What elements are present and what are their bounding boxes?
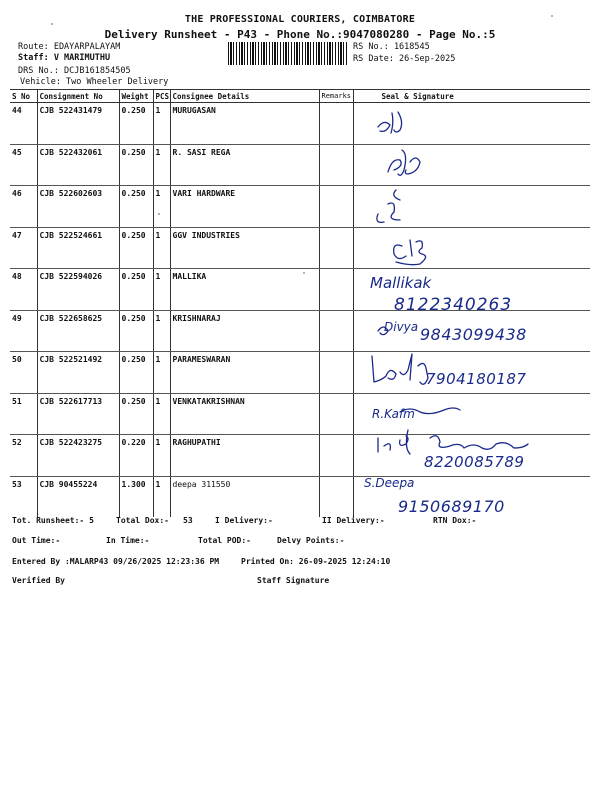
cell-pcs: 1 bbox=[153, 393, 170, 435]
cell-signature bbox=[353, 227, 590, 269]
cell-remarks bbox=[319, 435, 353, 477]
cell-consignment: CJB 90455224 bbox=[37, 476, 119, 517]
cell-consignment: CJB 522524661 bbox=[37, 227, 119, 269]
total-pod: Total POD:- bbox=[198, 536, 251, 545]
handwritten-name: Divya bbox=[384, 320, 419, 334]
cell-sno: 50 bbox=[10, 352, 37, 394]
cell-sno: 46 bbox=[10, 186, 37, 228]
cell-consignee: PARAMESWARAN bbox=[170, 352, 319, 394]
cell-remarks bbox=[319, 144, 353, 186]
speck bbox=[551, 15, 553, 17]
cell-pcs: 1 bbox=[153, 186, 170, 228]
table-row bbox=[10, 435, 590, 477]
cell-remarks bbox=[319, 393, 353, 435]
ii-delivery: II Delivery:- bbox=[322, 516, 385, 525]
table-row bbox=[10, 310, 590, 352]
col-weight: Weight bbox=[119, 90, 153, 103]
cell-consignee: MALLIKA bbox=[170, 269, 319, 311]
cell-consignee: VARI HARDWARE bbox=[170, 186, 319, 228]
printed-on: Printed On: 26-09-2025 12:24:10 bbox=[241, 557, 391, 566]
cell-consignment: CJB 522521492 bbox=[37, 352, 119, 394]
col-sno: S No bbox=[10, 90, 37, 103]
vehicle-label: Vehicle: Two Wheeler Delivery bbox=[20, 77, 169, 87]
cell-remarks bbox=[319, 352, 353, 394]
col-remarks: Remarks bbox=[319, 90, 353, 103]
cell-sno: 53 bbox=[10, 476, 37, 517]
table-header-row bbox=[10, 90, 590, 103]
cell-weight: 0.250 bbox=[119, 269, 153, 311]
route-label: Route: EDAYARPALAYAM bbox=[18, 42, 121, 52]
cell-signature bbox=[353, 269, 590, 311]
speck bbox=[51, 23, 53, 25]
cell-signature bbox=[353, 103, 590, 145]
handwritten-phone: 9843099438 bbox=[420, 325, 527, 344]
staff-signature: Staff Signature bbox=[257, 576, 330, 585]
cell-signature bbox=[353, 476, 590, 517]
cell-consignee: MURUGASAN bbox=[170, 103, 319, 145]
cell-signature bbox=[353, 186, 590, 228]
table-row bbox=[10, 476, 590, 517]
cell-weight: 0.250 bbox=[119, 393, 153, 435]
cell-pcs: 1 bbox=[153, 476, 170, 517]
cell-consignee: RAGHUPATHI bbox=[170, 435, 319, 477]
runsheet-table bbox=[10, 89, 590, 517]
cell-pcs: 1 bbox=[153, 144, 170, 186]
total-runsheet: Tot. Runsheet:- 5 bbox=[12, 516, 94, 525]
table-row bbox=[10, 186, 590, 228]
cell-pcs: 1 bbox=[153, 227, 170, 269]
table-row bbox=[10, 227, 590, 269]
cell-sno: 49 bbox=[10, 310, 37, 352]
total-dox-label: Total Dox:- bbox=[116, 516, 169, 525]
cell-signature bbox=[353, 352, 590, 394]
cell-signature bbox=[353, 393, 590, 435]
handwritten-name: S.Deepa bbox=[364, 476, 415, 490]
cell-weight: 1.300 bbox=[119, 476, 153, 517]
cell-consignment: CJB 522602603 bbox=[37, 186, 119, 228]
rs-number: RS No.: 1618545 bbox=[353, 42, 430, 52]
cell-sno: 52 bbox=[10, 435, 37, 477]
cell-remarks bbox=[319, 227, 353, 269]
cell-consignment: CJB 522423275 bbox=[37, 435, 119, 477]
total-dox-value: 53 bbox=[183, 516, 193, 525]
cell-pcs: 1 bbox=[153, 269, 170, 311]
handwritten-name: R.Kafm bbox=[372, 407, 415, 421]
col-pcs: PCS bbox=[153, 90, 170, 103]
cell-weight: 0.250 bbox=[119, 186, 153, 228]
cell-consignment: CJB 522594026 bbox=[37, 269, 119, 311]
in-time: In Time:- bbox=[106, 536, 150, 545]
cell-remarks bbox=[319, 103, 353, 145]
cell-sno: 45 bbox=[10, 144, 37, 186]
cell-consignee: GGV INDUSTRIES bbox=[170, 227, 319, 269]
cell-signature bbox=[353, 435, 590, 477]
cell-remarks bbox=[319, 186, 353, 228]
table-row bbox=[10, 144, 590, 186]
cell-consignee: VENKATAKRISHNAN bbox=[170, 393, 319, 435]
cell-consignee: deepa 311550 bbox=[170, 476, 319, 517]
barcode-image bbox=[228, 42, 348, 65]
cell-pcs: 1 bbox=[153, 103, 170, 145]
cell-consignment: CJB 522432061 bbox=[37, 144, 119, 186]
cell-sno: 44 bbox=[10, 103, 37, 145]
cell-remarks bbox=[319, 476, 353, 517]
cell-signature bbox=[353, 144, 590, 186]
entered-by: Entered By :MALARP43 09/26/2025 12:23:36 PM bbox=[12, 557, 220, 566]
out-time: Out Time:- bbox=[12, 536, 61, 545]
cell-pcs: 1 bbox=[153, 435, 170, 477]
cell-weight: 0.220 bbox=[119, 435, 153, 477]
company-title: THE PROFESSIONAL COURIERS, COIMBATORE bbox=[184, 14, 416, 25]
cell-pcs: 1 bbox=[153, 310, 170, 352]
cell-remarks bbox=[319, 269, 353, 311]
cell-consignment: CJB 522658625 bbox=[37, 310, 119, 352]
i-delivery: I Delivery:- bbox=[215, 516, 273, 525]
table-row bbox=[10, 393, 590, 435]
cell-weight: 0.250 bbox=[119, 310, 153, 352]
cell-sno: 51 bbox=[10, 393, 37, 435]
cell-weight: 0.250 bbox=[119, 144, 153, 186]
table-row bbox=[10, 269, 590, 311]
rtn-dox: RTN Dox:- bbox=[433, 516, 477, 525]
verified-by: Verified By bbox=[12, 576, 65, 585]
cell-weight: 0.250 bbox=[119, 352, 153, 394]
cell-remarks bbox=[319, 310, 353, 352]
handwritten-phone: 8220085789 bbox=[424, 453, 525, 471]
cell-signature bbox=[353, 310, 590, 352]
cell-weight: 0.250 bbox=[119, 227, 153, 269]
col-consignment: Consignment No bbox=[37, 90, 119, 103]
cell-sno: 48 bbox=[10, 269, 37, 311]
cell-pcs: 1 bbox=[153, 352, 170, 394]
runsheet-subtitle: Delivery Runsheet - P43 - Phone No.:9047080280 - Page No.:5 bbox=[104, 28, 496, 41]
cell-consignment: CJB 522617713 bbox=[37, 393, 119, 435]
rs-date: RS Date: 26-Sep-2025 bbox=[353, 54, 456, 64]
cell-consignee: R. SASI REGA bbox=[170, 144, 319, 186]
handwritten-phone: 9150689170 bbox=[398, 497, 505, 516]
handwritten-phone: 7904180187 bbox=[426, 370, 527, 388]
col-consignee: Consignee Details bbox=[170, 90, 319, 103]
drs-number: DRS No.: DCJB161854505 bbox=[18, 66, 131, 76]
cell-consignment: CJB 522431479 bbox=[37, 103, 119, 145]
staff-label: Staff: V MARIMUTHU bbox=[18, 53, 111, 63]
delvy-points: Delvy Points:- bbox=[277, 536, 345, 545]
table-row bbox=[10, 103, 590, 145]
handwritten-name: Mallikak bbox=[370, 274, 432, 292]
cell-weight: 0.250 bbox=[119, 103, 153, 145]
cell-consignee: KRISHNARAJ bbox=[170, 310, 319, 352]
col-signature: Seal & Signature bbox=[353, 90, 590, 103]
handwritten-phone: 8122340263 bbox=[394, 295, 513, 315]
cell-sno: 47 bbox=[10, 227, 37, 269]
table-row bbox=[10, 352, 590, 394]
